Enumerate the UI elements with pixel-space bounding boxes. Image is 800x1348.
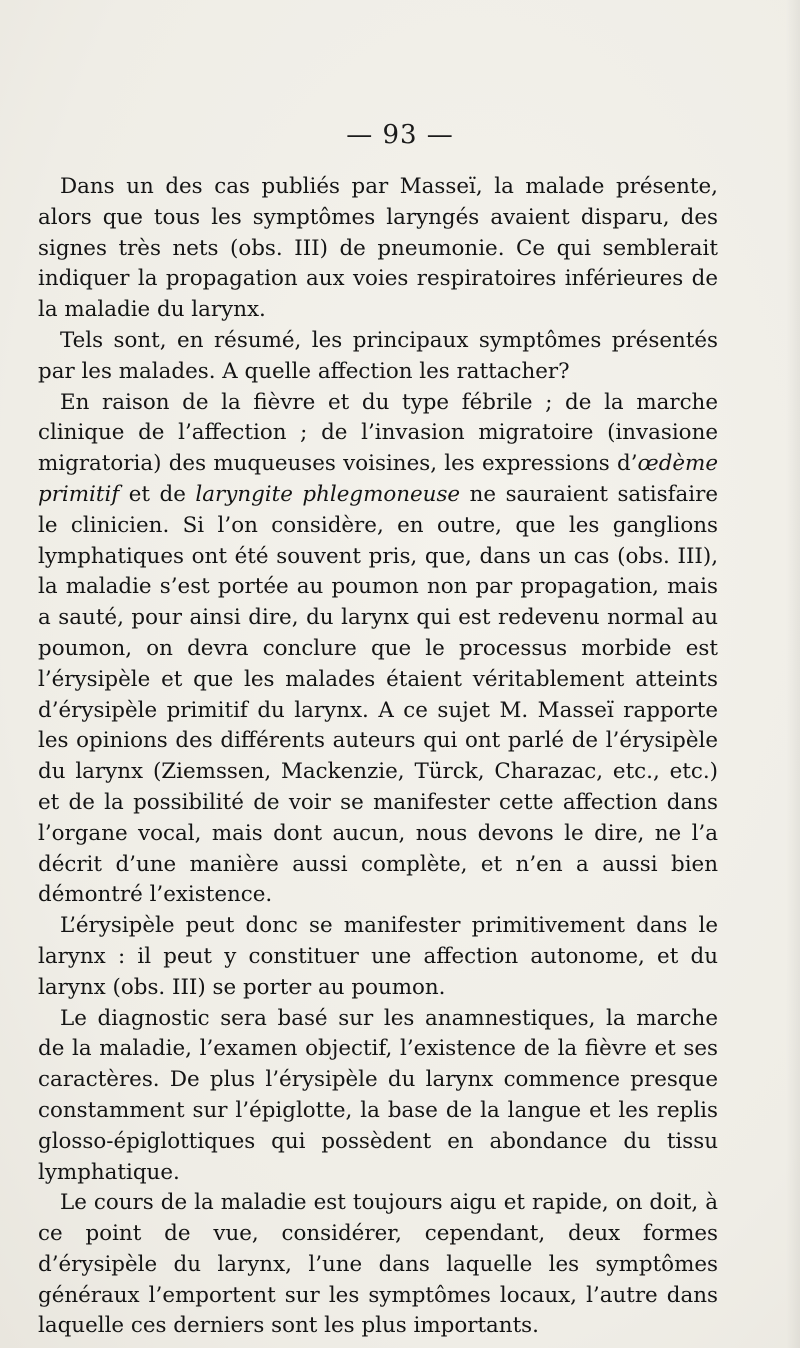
page-edge-shadow [786,0,800,1348]
paragraph-5: Le diagnostic sera basé sur les anamnestiques, la marche de la maladie, l’examen objectif, l’existence de la fièvre et ses caractères. De plus l’érysipèle du larynx commence presque constamment sur l’épiglotte, la base de la langue et les replis glosso-épiglottiques qui possèdent en abondance du tissu lymphatique. [38,1005,718,1185]
paragraph-3-text-a: En raison de la fièvre et du type fébrile ; de la marche clinique de l’affection ; de l’invasion migratoire (invasione migratoria) des muqueuses voisines, les expressions d’ [38,389,718,477]
paragraph-3-text-c: ne sauraient satisfaire le clinicien. Si l’on considère, en outre, que les ganglions lymphatiques ont été souvent pris, que, dans un cas (obs. III), la maladie s’est portée au poumon non par propagation, mais a sauté, pour ainsi dire, du larynx qui est redevenu normal au poumon, on devra conclure que le processus morbide est l’érysipèle et que les malades étaient véritablement atteints d’érysipèle primitif du larynx. A ce sujet M. Masseï rapporte les opinions des différents auteurs qui ont parlé de l’érysipèle du larynx (Ziemssen, Mackenzie, Türck, Charazac, etc., etc.) et de la possibilité de voir se manifester cette affection dans l’organe vocal, mais dont aucun, nous devons le dire, ne l’a décrit d’une manière aussi complète, et n’en a aussi bien démontré l’existence. [38,481,718,908]
term-laryngite-phlegmoneuse: laryngite phlegmoneuse [195,481,461,507]
paragraph-2: Tels sont, en résumé, les principaux symptômes présentés par les malades. A quelle affection les rattacher? [38,327,718,384]
paragraph-4: L’érysipèle peut donc se manifester primitivement dans le larynx : il peut y constituer une affection autonome, et du larynx (obs. III) se porter au poumon. [38,913,718,1000]
paragraph-1: Dans un des cas publiés par Masseï, la malade présente, alors que tous les symptômes laryngés avaient disparu, des signes très nets (obs. III) de pneumonie. Ce qui semblerait indiquer la propagation aux voies respiratoires inférieures de la maladie du larynx. [38,174,718,323]
term-oedeme-primitif: œdème primitif [38,451,718,507]
paragraph-3 [38,388,718,912]
paragraph-3-text-b: et de [119,481,196,507]
paragraph-6: Le cours de la maladie est toujours aigu et rapide, on doit, à ce point de vue, considérer, cependant, deux formes d’érysipèle du larynx, l’une dans laquelle les symptômes généraux l’emportent sur les symptômes locaux, l’autre dans laquelle ces derniers sont les plus importants. [38,1190,718,1339]
page-number: — 93 — [346,120,454,150]
body-text [38,172,718,1342]
